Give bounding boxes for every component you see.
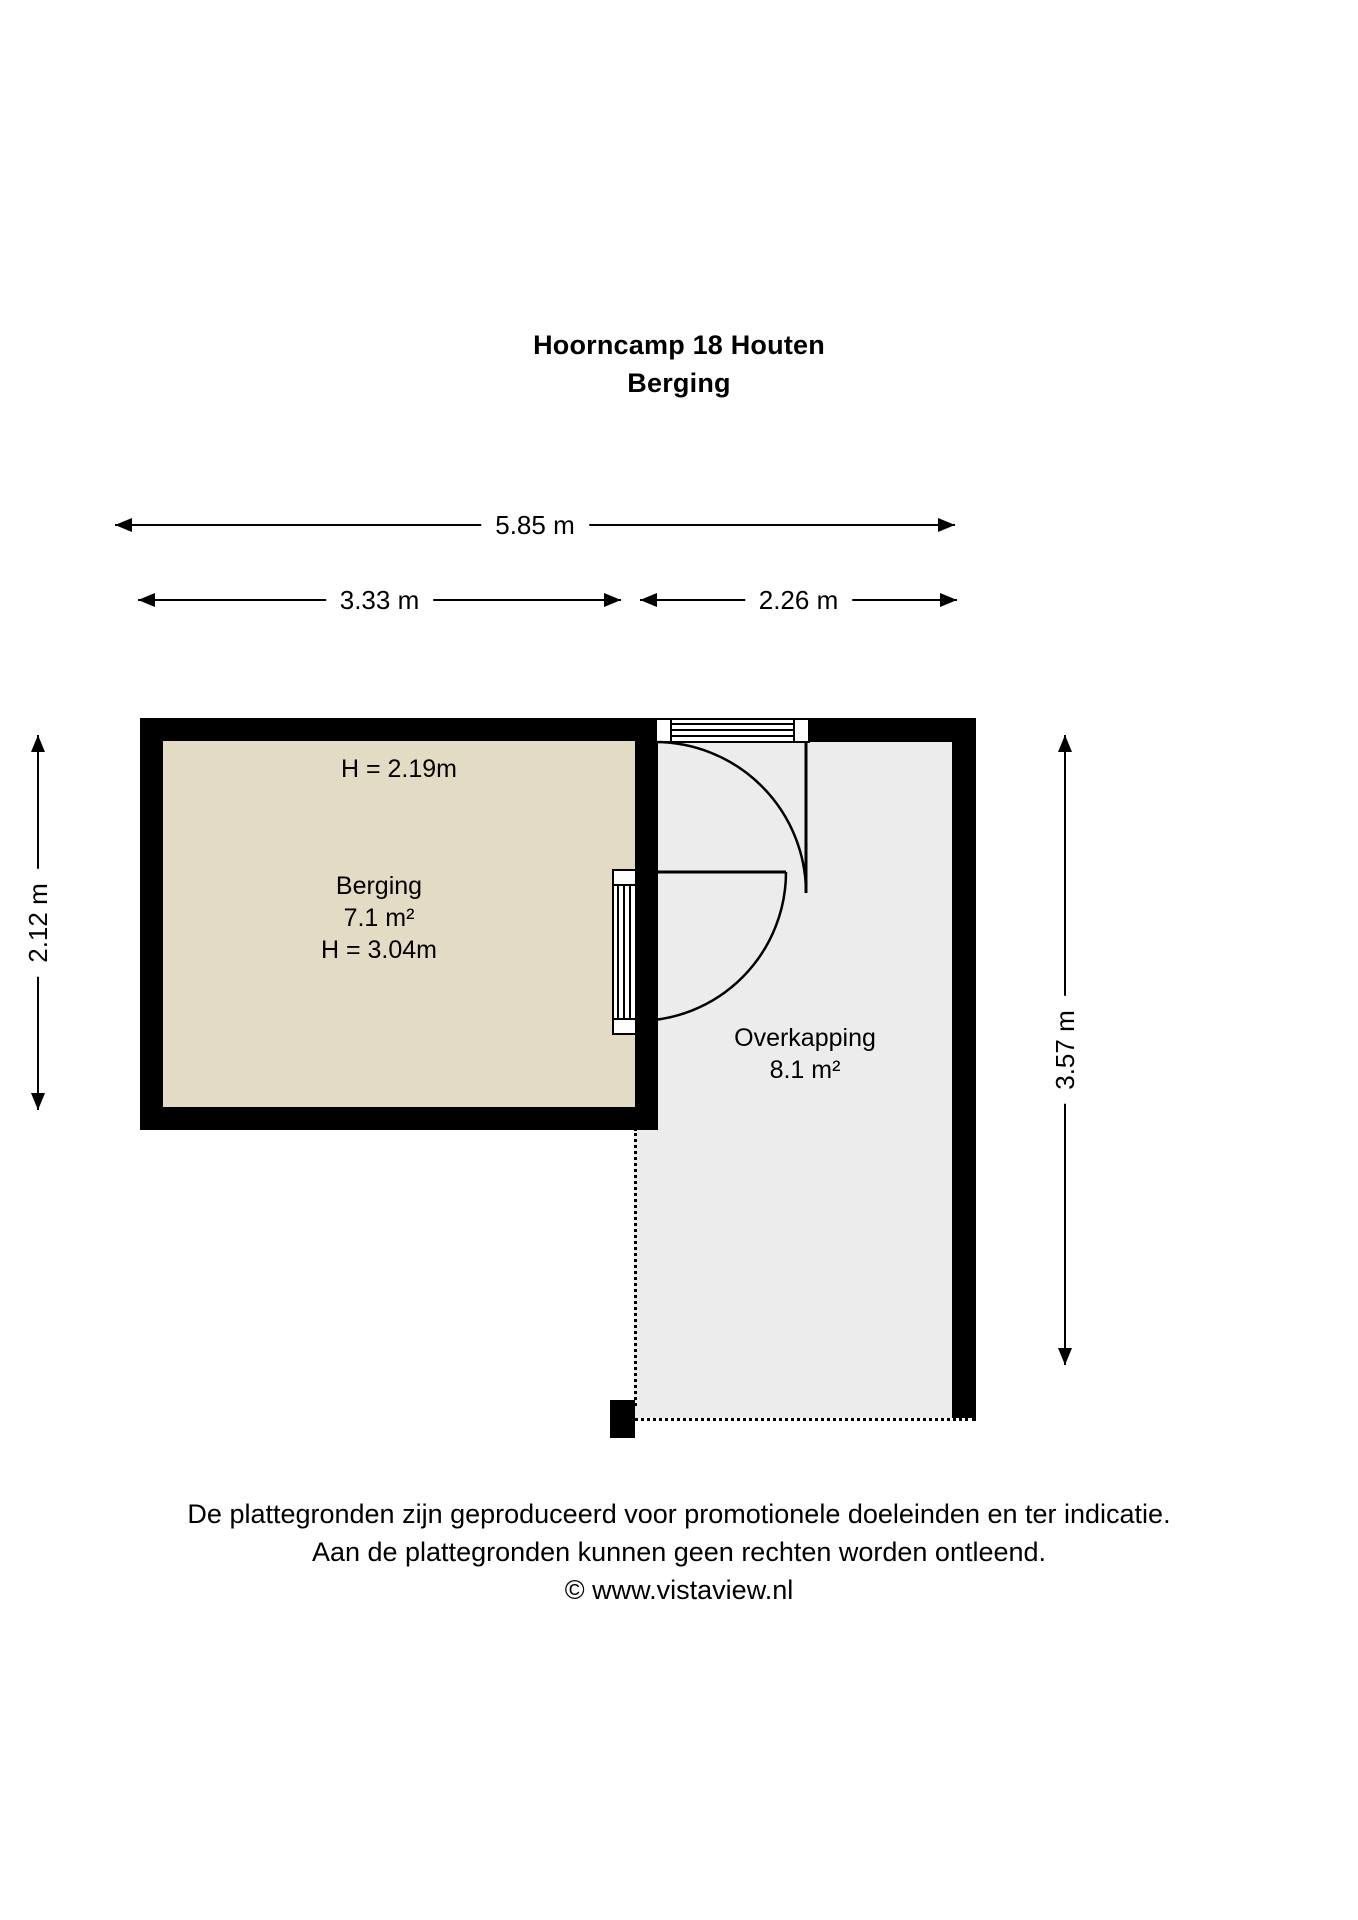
top-door-jamb-left	[655, 718, 672, 743]
side-door-jamb-bottom	[612, 1018, 637, 1035]
arrow-right-icon	[938, 518, 955, 532]
arrow-up-icon	[31, 735, 45, 752]
side-door-mullion-3	[629, 886, 631, 1018]
arrow-down-icon	[31, 1093, 45, 1110]
footer-disclaimer	[0, 1495, 1358, 1609]
overkapping-post-bottom-left	[610, 1400, 635, 1438]
dimension-left-width-label: 3.33 m	[326, 585, 434, 615]
arrow-down-icon	[1058, 1348, 1072, 1365]
dimension-right-width-label: 2.26 m	[745, 585, 853, 615]
overkapping-open-edge-bottom	[634, 1418, 976, 1421]
dimension-overall-width	[115, 510, 955, 540]
dimension-left-height-label: 2.12 m	[23, 869, 53, 977]
arrow-up-icon	[1058, 735, 1072, 752]
footer-line-2: Aan de plattegronden kunnen geen rechten worden ontleend.	[311, 1537, 1047, 1567]
arrow-right-icon	[940, 593, 957, 607]
dimension-overall-width-label: 5.85 m	[481, 510, 589, 540]
arrow-left-icon	[115, 518, 132, 532]
berging-room-area: 7.1 m²	[343, 904, 415, 932]
dimension-right-width	[640, 585, 957, 615]
berging-secondary-height-label: H = 2.19m	[340, 755, 458, 783]
arrow-right-icon	[604, 593, 621, 607]
arrow-left-icon	[138, 593, 155, 607]
overkapping-room-area: 8.1 m²	[769, 1056, 841, 1084]
berging-room-height: H = 3.04m	[320, 936, 438, 964]
top-door-mullion-2	[672, 729, 796, 731]
berging-label-group	[219, 870, 539, 966]
footer-line-1: De plattegronden zijn geproduceerd voor promotionele doeleinden en ter indicatie.	[187, 1499, 1171, 1529]
side-door-jamb-top	[612, 869, 637, 886]
arrow-left-icon	[640, 593, 657, 607]
top-door-mullion-1	[672, 723, 796, 725]
dimension-left-height	[23, 735, 53, 1110]
page-subtitle: Berging	[627, 368, 731, 398]
dimension-right-height	[1050, 735, 1080, 1365]
top-door-mullion-3	[672, 735, 796, 737]
dimension-left-width	[138, 585, 621, 615]
side-door-mullion-2	[623, 886, 625, 1018]
berging-room-name: Berging	[335, 872, 423, 900]
overkapping-label-group	[645, 1022, 965, 1086]
overkapping-wall-top-right	[806, 718, 976, 742]
footer-line-3: © www.vistaview.nl	[564, 1575, 794, 1605]
overkapping-room-name: Overkapping	[734, 1024, 876, 1052]
top-door-jamb-right	[793, 718, 810, 743]
dimension-right-height-label: 3.57 m	[1050, 996, 1080, 1104]
overkapping-open-edge-left	[634, 1128, 637, 1406]
side-door-mullion-1	[617, 886, 619, 1018]
page-title: Hoorncamp 18 Houten	[533, 330, 825, 360]
